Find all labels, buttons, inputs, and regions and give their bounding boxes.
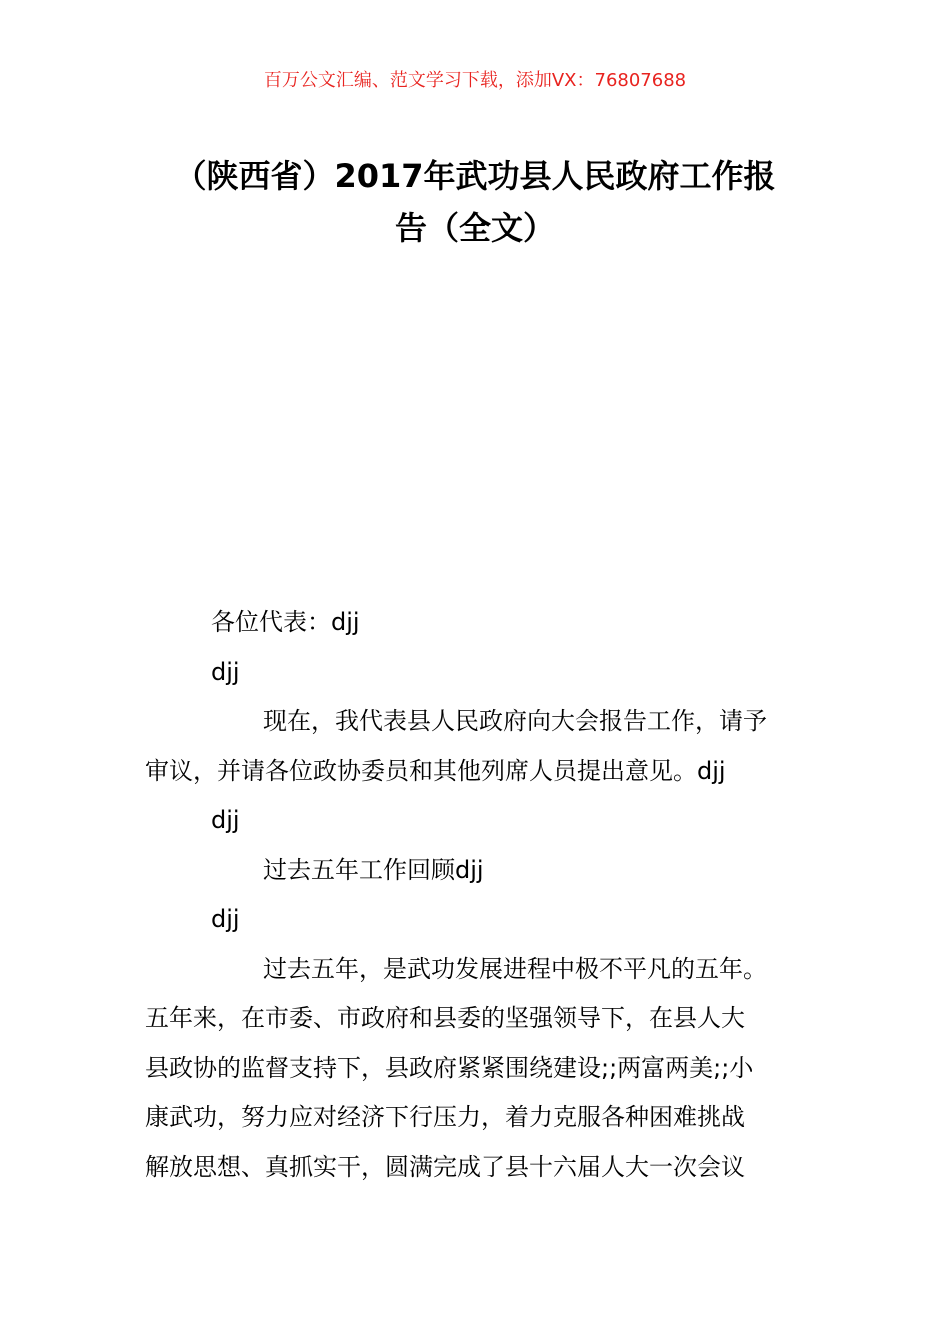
body-line: 审议，并请各位政协委员和其他列席人员提出意见。djj	[145, 756, 726, 785]
body-line: 县政协的监督支持下，县政府紧紧围绕建设;;两富两美;;小	[145, 1053, 754, 1082]
paragraph-marker: djj	[211, 806, 240, 834]
paragraph-marker: djj	[211, 905, 240, 933]
body-line: 五年来，在市委、市政府和县委的坚强领导下，在县人大	[145, 1004, 745, 1032]
title-line-2: 告（全文）	[394, 209, 555, 247]
body-line: 现在，我代表县人民政府向大会报告工作，请予	[263, 707, 767, 735]
body-line: 康武功，努力应对经济下行压力，着力克服各种困难挑战	[145, 1103, 745, 1131]
paragraph-marker: djj	[211, 657, 240, 686]
body-line: 过去五年，是武功发展进程中极不平凡的五年。	[263, 954, 767, 983]
title-line-1: （陕西省）2017年武功县人民政府工作报	[174, 157, 776, 195]
section-heading: 过去五年工作回顾djj	[263, 855, 484, 884]
header-note: 百万公文汇编、范文学习下载，添加VX：76807688	[263, 70, 687, 91]
document-body	[145, 598, 810, 1192]
document-title	[130, 150, 820, 254]
salutation: 各位代表：djj	[211, 608, 360, 636]
body-line: 解放思想、真抓实干，圆满完成了县十六届人大一次会议	[145, 1152, 745, 1181]
